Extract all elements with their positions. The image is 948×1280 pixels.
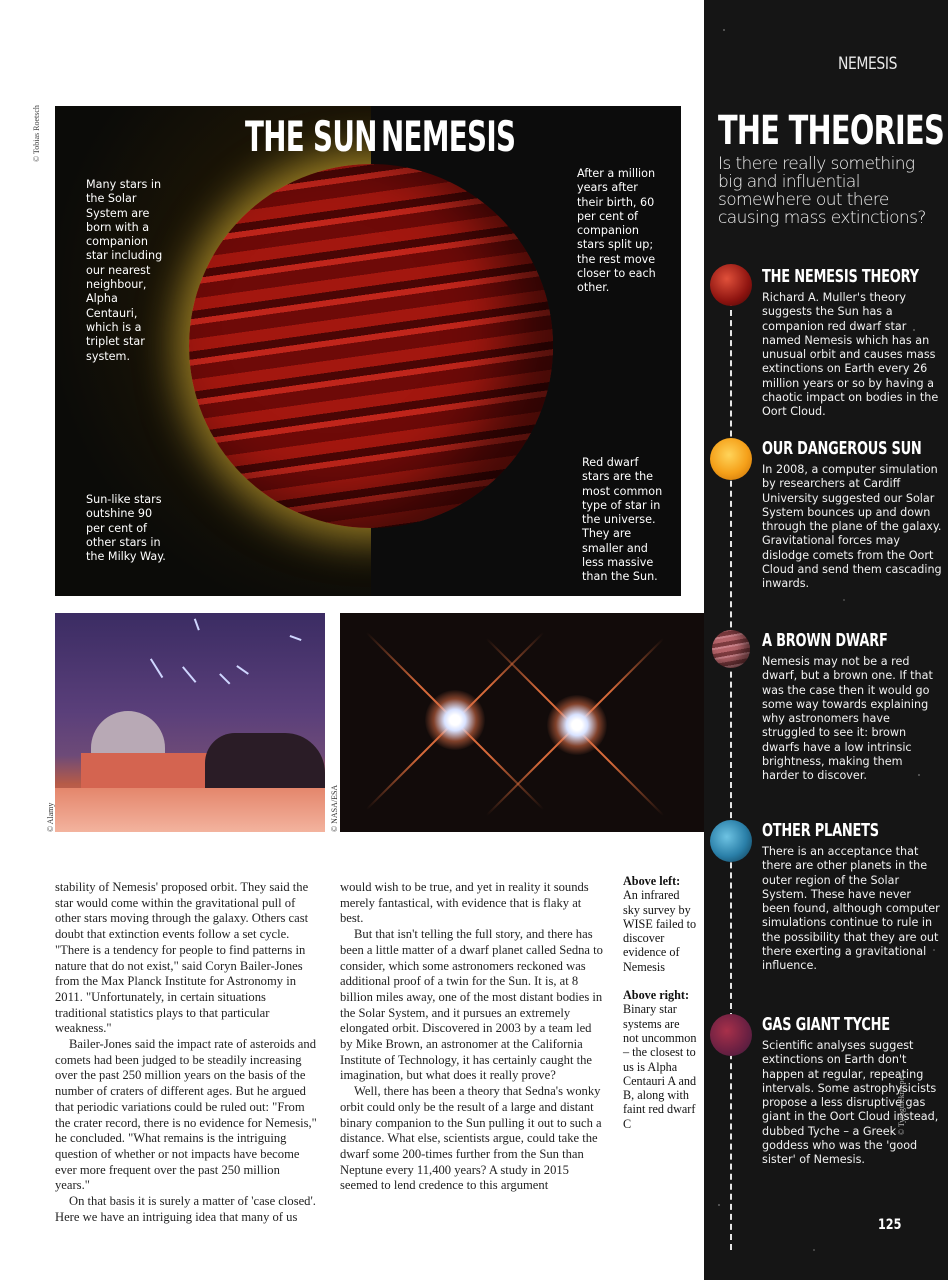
article-column-1 bbox=[55, 880, 317, 1225]
right-photo-credit: © NASA/ESA bbox=[330, 784, 339, 832]
sidebar-subtitle: Is there really something big and influential somewhere out there causing mass extinctions? bbox=[718, 154, 926, 228]
left-photo-credit: © Alamy bbox=[46, 802, 55, 832]
red-dwarf-icon bbox=[710, 264, 752, 306]
fact-red-dwarfs: Red dwarf stars are the most common type of star in the universe. They are smaller and less massive than the Sun. bbox=[582, 456, 663, 584]
brown-dwarf-icon bbox=[712, 630, 750, 668]
caption-text: An infrared sky survey by WISE failed to discover evidence of Nemesis bbox=[623, 888, 697, 974]
fact-split-up: After a million years after their birth, 60 per cent of companion stars split up; the rest move closer to each other. bbox=[577, 167, 656, 295]
binary-star-photo bbox=[340, 613, 704, 832]
caption-above-left bbox=[623, 874, 697, 974]
observatory-photo bbox=[55, 613, 325, 832]
caption-text: Binary star systems are not uncommon – the closest to us is Alpha Centauri A and B, along with faint red dwarf C bbox=[623, 1002, 697, 1131]
photo-captions bbox=[623, 874, 697, 1145]
gas-giant-icon bbox=[710, 1014, 752, 1056]
theory-title: THE NEMESIS THEORY bbox=[762, 266, 919, 287]
sun-vs-nemesis-illustration bbox=[55, 106, 681, 596]
theory-body: Scientific analyses suggest extinctions on Earth don't happen at regular, repeating intervals. Some astrophysicists propose a less disruptive gas giant in the Oort Cloud instead, dubbed Tyche – a Greek goddess who was the 'good sister' of Nemesis. bbox=[762, 1039, 939, 1167]
paragraph: On that basis it is surely a matter of 'case closed'. Here we have an intriguing idea that many of us bbox=[55, 1194, 316, 1224]
sidebar-credit: © Tyrogthekreeper bbox=[897, 1074, 906, 1135]
hero-photo-credit: © Tobias Roetsch bbox=[32, 105, 41, 162]
theory-title: GAS GIANT TYCHE bbox=[762, 1014, 890, 1035]
paragraph: stability of Nemesis' proposed orbit. They said the star would come within the gravitational pull of other stars moving through the galaxy. Others cast doubt that extinction events follow a set cycle. "There is a tendency for people to find patterns in nature that do not exist," said Coryn Bailer-Jones from the Max Planck Institute for Astronomy in 2011. "Unfortunately, in certain situations traditional statistics plays to that particular weakness." bbox=[55, 880, 309, 1036]
nemesis-illustration bbox=[189, 164, 553, 528]
theory-body: Richard A. Muller's theory suggests the Sun has a companion red dwarf star named Nemesis which has an unusual orbit and causes mass extinctions on Earth every 26 million years or so by having a chaotic impact on bodies in the Oort Cloud. bbox=[762, 291, 939, 419]
paragraph: But that isn't telling the full story, and there has been a little matter of a dwarf planet called Sedna to consider, which some astronomers reckoned was additional proof of a twin for the Sun. It is, at 8 billion miles away, one of the most distant bodies in the Solar System, and it pursues an extremely elongated orbit. Discovered in 2003 by a team led by Mike Brown, an astronomer at the California Institute of Technology, it has certainly caught the imagination, but what does it really prove? bbox=[340, 927, 603, 1083]
theory-title: A BROWN DWARF bbox=[762, 630, 888, 651]
caption-above-right bbox=[623, 988, 697, 1131]
sun-icon bbox=[710, 438, 752, 480]
theories-sidebar bbox=[704, 0, 948, 1280]
caption-label: Above left: bbox=[623, 874, 681, 888]
theory-body: In 2008, a computer simulation by researchers at Cardiff University suggested our Solar System bounces up and down through the plane of the galaxy. Gravitational forces may dislodge comets from the Oort Cloud and send them cascading inwards. bbox=[762, 463, 942, 591]
fact-sun-like-stars: Sun-like stars outshine 90 per cent of other stars in the Milky Way. bbox=[86, 493, 166, 564]
hero-title-sun: THE SUN bbox=[245, 112, 377, 161]
paragraph: would wish to be true, and yet in reality it sounds merely fantastical, with evidence that is flaky at best. bbox=[340, 880, 589, 926]
alpha-centauri-a bbox=[425, 690, 485, 750]
planet-icon bbox=[710, 820, 752, 862]
hero-title-nemesis: NEMESIS bbox=[381, 112, 516, 161]
theory-title: OTHER PLANETS bbox=[762, 820, 879, 841]
paragraph: Bailer-Jones said the impact rate of asteroids and comets had been judged to be steadily increasing over the past 250 million years on the basis of the number of craters of different ages. But he argued that periodic variations could be ruled out: "From the crater record, there is no evidence for Nemesis," he concluded. "What remains is the intriguing question of whether or not impacts have become ever more frequent over the past 250 million years." bbox=[55, 1037, 317, 1193]
fact-companion-stars: Many stars in the Solar System are born with a companion star including our nearest neighbour, Alpha Centauri, which is a triplet star system. bbox=[86, 178, 163, 363]
sidebar-title: THE THEORIES bbox=[718, 108, 945, 154]
paragraph: Well, there has been a theory that Sedna's wonky orbit could only be the result of a large and distant binary companion to the Sun pulling it out to such a distance. What else, scientists argue, could take the dwarf some 200-times further from the Sun than Neptune every 11,400 years? A study in 2015 seemed to lend credence to this argument bbox=[340, 1084, 602, 1193]
section-label: NEMESIS bbox=[838, 54, 898, 74]
caption-label: Above right: bbox=[623, 988, 690, 1003]
theory-body: There is an acceptance that there are other planets in the outer region of the Solar System. These have never been found, although computer simulations continue to rule in the possibility that they are out there exerting a gravitational influence. bbox=[762, 845, 940, 973]
article-column-2 bbox=[340, 880, 606, 1194]
theory-body: Nemesis may not be a red dwarf, but a brown one. If that was the case then it would go some way towards explaining why astronomers have struggled to see it: brown dwarfs have a low intrinsic brightness, making them harder to discover. bbox=[762, 655, 933, 783]
theory-title: OUR DANGEROUS SUN bbox=[762, 438, 922, 459]
alpha-centauri-b bbox=[547, 695, 607, 755]
page-number: 125 bbox=[878, 1217, 902, 1233]
